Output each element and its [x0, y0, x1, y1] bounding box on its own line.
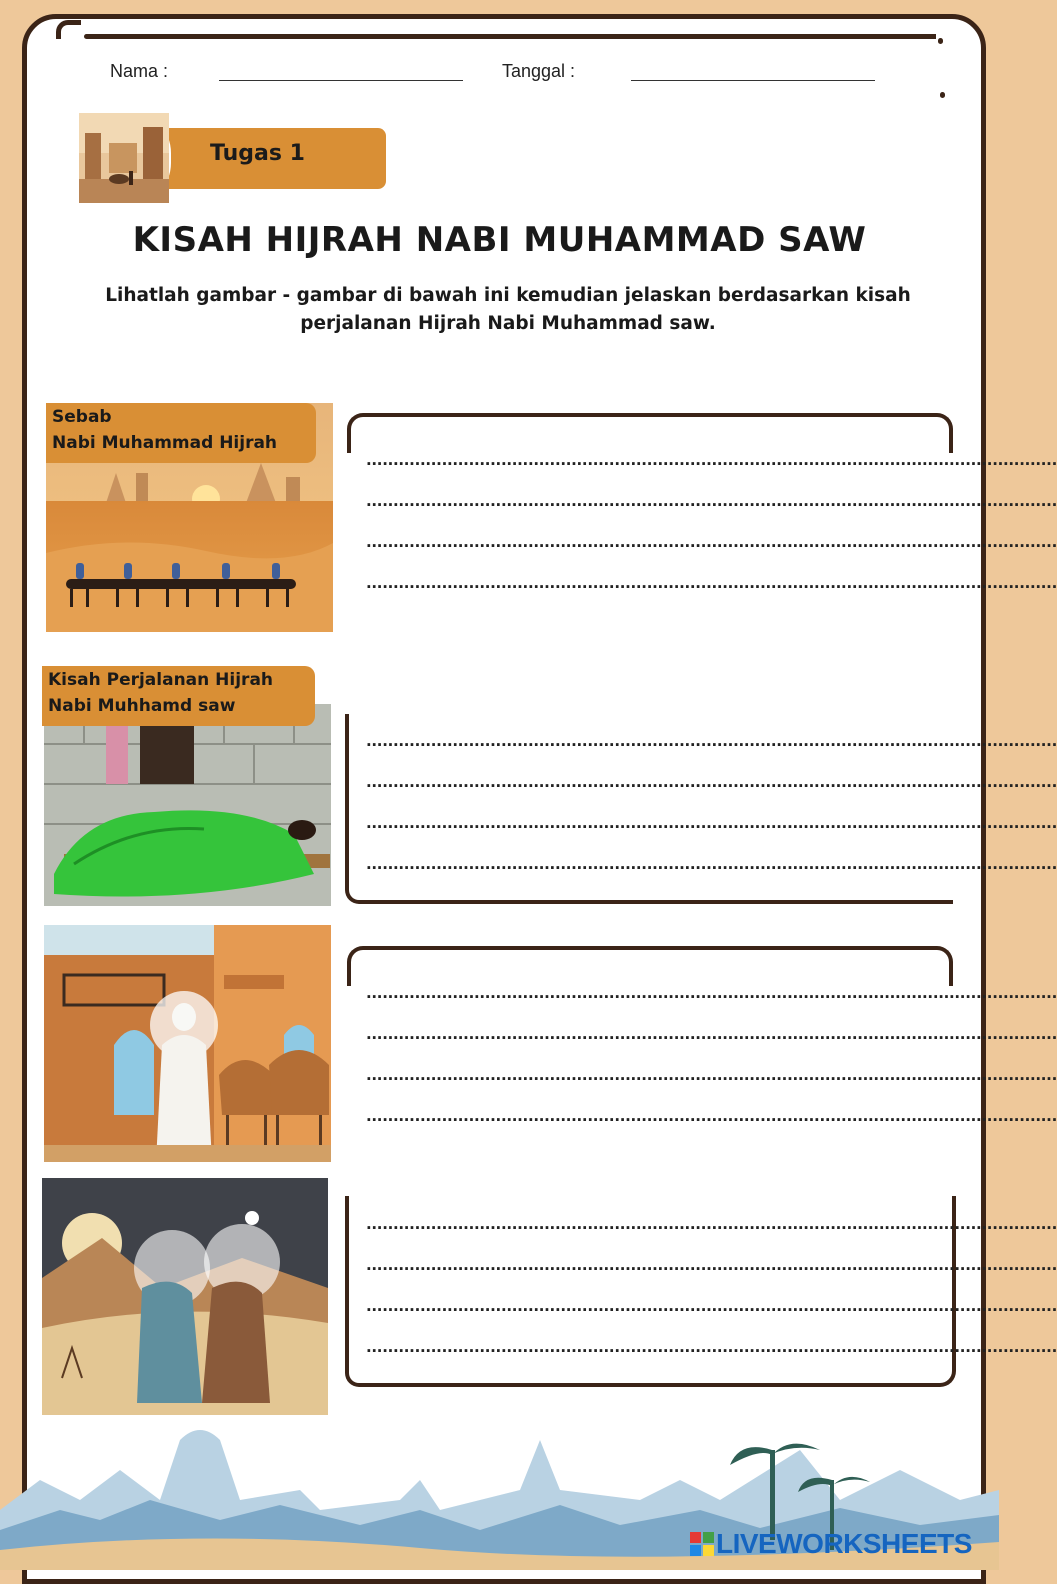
name-label: Nama :	[110, 61, 169, 81]
answer-line[interactable]: ................................................................................................................................	[366, 732, 1057, 750]
answer-frame	[347, 946, 953, 986]
answer-line[interactable]: ................................................................................................................................	[366, 1215, 1057, 1233]
answer-line[interactable]: ................................................................................................................................	[366, 1297, 1057, 1315]
section-tag-line: Kisah Perjalanan Hijrah	[48, 670, 274, 690]
section-tag	[46, 403, 316, 463]
section-tag-line: Sebab	[52, 407, 112, 427]
answer-line[interactable]: ................................................................................................................................	[366, 855, 1057, 873]
section-tag-line: Nabi Muhammad Hijrah	[52, 433, 278, 453]
instruction-text: Lihatlah gambar - gambar di bawah ini kemudian jelaskan berdasarkan kisah perjalanan Hijrah Nabi Muhammad saw.	[105, 285, 911, 334]
section-tag-line: Nabi Muhhamd saw	[48, 696, 236, 716]
answer-line[interactable]: ................................................................................................................................	[366, 1025, 1057, 1043]
answer-line[interactable]: ................................................................................................................................	[366, 533, 1057, 551]
answer-frame	[347, 413, 953, 453]
decor-dot	[938, 38, 943, 44]
section-tag	[42, 666, 315, 726]
answer-line[interactable]: ................................................................................................................................	[366, 1066, 1057, 1084]
answer-line[interactable]: ................................................................................................................................	[366, 1256, 1057, 1274]
watermark-text[interactable]: LIVEWORKSHEETS	[716, 1528, 972, 1559]
task-label: Tugas 1	[210, 141, 305, 166]
travelers-at-night-image	[42, 1178, 328, 1415]
answer-line[interactable]: ................................................................................................................................	[366, 773, 1057, 791]
answer-line[interactable]: ................................................................................................................................	[366, 451, 1057, 469]
answer-line[interactable]: ................................................................................................................................	[366, 814, 1057, 832]
answer-line[interactable]: ................................................................................................................................	[366, 574, 1057, 592]
answer-line[interactable]: ................................................................................................................................	[366, 1338, 1057, 1356]
decor-dot	[940, 92, 945, 98]
task-thumbnail	[79, 113, 169, 203]
page-title: KISAH HIJRAH NABI MUHAMMAD SAW	[132, 220, 867, 260]
top-border-curl	[56, 20, 81, 39]
sleeping-figure-image	[44, 704, 331, 906]
answer-line[interactable]: ................................................................................................................................	[366, 492, 1057, 510]
top-border-line	[84, 34, 936, 39]
date-field[interactable]	[631, 80, 875, 81]
answer-line[interactable]: ................................................................................................................................	[366, 984, 1057, 1002]
man-with-camels-image	[44, 925, 331, 1162]
liveworksheets-logo-icon	[690, 1532, 714, 1556]
name-field[interactable]	[219, 80, 463, 81]
date-label: Tanggal :	[502, 61, 576, 81]
answer-line[interactable]: ................................................................................................................................	[366, 1107, 1057, 1125]
